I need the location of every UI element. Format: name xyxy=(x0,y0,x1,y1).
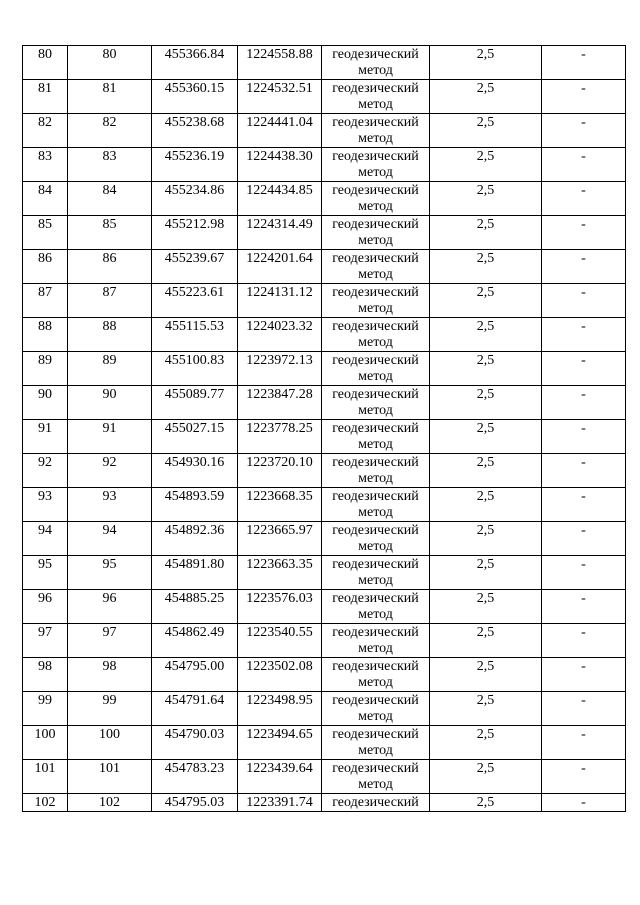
accuracy-cell: 2,5 xyxy=(430,318,542,352)
accuracy-cell: 2,5 xyxy=(430,726,542,760)
point-id-cell: 91 xyxy=(68,420,152,454)
x-coordinate-cell: 455360.15 xyxy=(152,80,238,114)
note-cell: - xyxy=(542,250,626,284)
table-row xyxy=(23,284,626,318)
note-cell: - xyxy=(542,726,626,760)
note-cell: - xyxy=(542,182,626,216)
y-coordinate-cell: 1223540.55 xyxy=(238,624,322,658)
y-coordinate-cell: 1224532.51 xyxy=(238,80,322,114)
method-cell: геодезический метод xyxy=(322,522,430,556)
x-coordinate-cell: 454783.23 xyxy=(152,760,238,794)
x-coordinate-cell: 455100.83 xyxy=(152,352,238,386)
method-cell: геодезический метод xyxy=(322,726,430,760)
method-cell: геодезический метод xyxy=(322,658,430,692)
method-cell: геодезический метод xyxy=(322,556,430,590)
y-coordinate-cell: 1223972.13 xyxy=(238,352,322,386)
method-cell: геодезический метод xyxy=(322,352,430,386)
note-cell: - xyxy=(542,692,626,726)
note-cell: - xyxy=(542,216,626,250)
table-row xyxy=(23,726,626,760)
accuracy-cell: 2,5 xyxy=(430,386,542,420)
table-row xyxy=(23,488,626,522)
point-id-cell: 97 xyxy=(68,624,152,658)
accuracy-cell: 2,5 xyxy=(430,794,542,812)
method-cell: геодезический метод xyxy=(322,386,430,420)
point-id-cell: 96 xyxy=(68,590,152,624)
table-row xyxy=(23,114,626,148)
x-coordinate-cell: 454795.00 xyxy=(152,658,238,692)
accuracy-cell: 2,5 xyxy=(430,250,542,284)
note-cell: - xyxy=(542,760,626,794)
note-cell: - xyxy=(542,318,626,352)
x-coordinate-cell: 454795.03 xyxy=(152,794,238,812)
x-coordinate-cell: 455089.77 xyxy=(152,386,238,420)
method-cell: геодезический метод xyxy=(322,182,430,216)
point-id-cell: 84 xyxy=(68,182,152,216)
note-cell: - xyxy=(542,420,626,454)
method-cell: геодезический метод xyxy=(322,624,430,658)
table-row xyxy=(23,250,626,284)
method-cell: геодезический метод xyxy=(322,216,430,250)
coordinates-table xyxy=(22,45,626,812)
accuracy-cell: 2,5 xyxy=(430,284,542,318)
x-coordinate-cell: 454891.80 xyxy=(152,556,238,590)
point-id-cell: 95 xyxy=(68,556,152,590)
accuracy-cell: 2,5 xyxy=(430,624,542,658)
y-coordinate-cell: 1224438.30 xyxy=(238,148,322,182)
table-row xyxy=(23,590,626,624)
point-id-cell: 92 xyxy=(68,454,152,488)
point-id-cell: 102 xyxy=(68,794,152,812)
y-coordinate-cell: 1223576.03 xyxy=(238,590,322,624)
point-number-cell: 93 xyxy=(23,488,68,522)
point-number-cell: 97 xyxy=(23,624,68,658)
table-row xyxy=(23,760,626,794)
x-coordinate-cell: 454930.16 xyxy=(152,454,238,488)
accuracy-cell: 2,5 xyxy=(430,692,542,726)
point-id-cell: 100 xyxy=(68,726,152,760)
y-coordinate-cell: 1224558.88 xyxy=(238,46,322,80)
accuracy-cell: 2,5 xyxy=(430,522,542,556)
note-cell: - xyxy=(542,590,626,624)
method-cell: геодезический метод xyxy=(322,318,430,352)
note-cell: - xyxy=(542,454,626,488)
note-cell: - xyxy=(542,80,626,114)
x-coordinate-cell: 454893.59 xyxy=(152,488,238,522)
document-page xyxy=(22,45,625,812)
method-cell: геодезический метод xyxy=(322,114,430,148)
accuracy-cell: 2,5 xyxy=(430,148,542,182)
point-id-cell: 86 xyxy=(68,250,152,284)
y-coordinate-cell: 1224434.85 xyxy=(238,182,322,216)
x-coordinate-cell: 454862.49 xyxy=(152,624,238,658)
x-coordinate-cell: 455236.19 xyxy=(152,148,238,182)
table-row xyxy=(23,454,626,488)
note-cell: - xyxy=(542,46,626,80)
point-number-cell: 101 xyxy=(23,760,68,794)
y-coordinate-cell: 1223663.35 xyxy=(238,556,322,590)
x-coordinate-cell: 454790.03 xyxy=(152,726,238,760)
y-coordinate-cell: 1223391.74 xyxy=(238,794,322,812)
point-number-cell: 86 xyxy=(23,250,68,284)
y-coordinate-cell: 1224131.12 xyxy=(238,284,322,318)
method-cell: геодезический метод xyxy=(322,80,430,114)
accuracy-cell: 2,5 xyxy=(430,454,542,488)
point-number-cell: 96 xyxy=(23,590,68,624)
point-id-cell: 88 xyxy=(68,318,152,352)
table-row xyxy=(23,182,626,216)
table-body xyxy=(23,46,626,812)
table-row xyxy=(23,148,626,182)
x-coordinate-cell: 454885.25 xyxy=(152,590,238,624)
point-number-cell: 102 xyxy=(23,794,68,812)
table-row xyxy=(23,46,626,80)
point-number-cell: 84 xyxy=(23,182,68,216)
point-id-cell: 89 xyxy=(68,352,152,386)
note-cell: - xyxy=(542,624,626,658)
point-number-cell: 87 xyxy=(23,284,68,318)
table-row xyxy=(23,658,626,692)
note-cell: - xyxy=(542,114,626,148)
accuracy-cell: 2,5 xyxy=(430,352,542,386)
y-coordinate-cell: 1223498.95 xyxy=(238,692,322,726)
point-number-cell: 99 xyxy=(23,692,68,726)
method-cell: геодезический метод xyxy=(322,692,430,726)
accuracy-cell: 2,5 xyxy=(430,658,542,692)
note-cell: - xyxy=(542,658,626,692)
method-cell: геодезический метод xyxy=(322,590,430,624)
point-number-cell: 90 xyxy=(23,386,68,420)
method-cell: геодезический метод xyxy=(322,250,430,284)
point-id-cell: 90 xyxy=(68,386,152,420)
point-number-cell: 82 xyxy=(23,114,68,148)
note-cell: - xyxy=(542,148,626,182)
table-row xyxy=(23,624,626,658)
y-coordinate-cell: 1224314.49 xyxy=(238,216,322,250)
note-cell: - xyxy=(542,522,626,556)
point-id-cell: 101 xyxy=(68,760,152,794)
method-cell: геодезический метод xyxy=(322,454,430,488)
note-cell: - xyxy=(542,488,626,522)
x-coordinate-cell: 455238.68 xyxy=(152,114,238,148)
accuracy-cell: 2,5 xyxy=(430,420,542,454)
accuracy-cell: 2,5 xyxy=(430,216,542,250)
table-row xyxy=(23,386,626,420)
method-cell: геодезический метод xyxy=(322,760,430,794)
accuracy-cell: 2,5 xyxy=(430,80,542,114)
x-coordinate-cell: 455366.84 xyxy=(152,46,238,80)
x-coordinate-cell: 455115.53 xyxy=(152,318,238,352)
point-id-cell: 98 xyxy=(68,658,152,692)
method-cell: геодезический метод xyxy=(322,420,430,454)
point-id-cell: 94 xyxy=(68,522,152,556)
point-number-cell: 95 xyxy=(23,556,68,590)
point-number-cell: 85 xyxy=(23,216,68,250)
method-cell: геодезический метод xyxy=(322,46,430,80)
y-coordinate-cell: 1223439.64 xyxy=(238,760,322,794)
x-coordinate-cell: 455223.61 xyxy=(152,284,238,318)
note-cell: - xyxy=(542,352,626,386)
point-id-cell: 99 xyxy=(68,692,152,726)
y-coordinate-cell: 1224201.64 xyxy=(238,250,322,284)
table-row xyxy=(23,352,626,386)
y-coordinate-cell: 1223494.65 xyxy=(238,726,322,760)
point-number-cell: 91 xyxy=(23,420,68,454)
point-number-cell: 89 xyxy=(23,352,68,386)
y-coordinate-cell: 1223502.08 xyxy=(238,658,322,692)
y-coordinate-cell: 1223720.10 xyxy=(238,454,322,488)
y-coordinate-cell: 1223665.97 xyxy=(238,522,322,556)
point-number-cell: 100 xyxy=(23,726,68,760)
x-coordinate-cell: 455212.98 xyxy=(152,216,238,250)
table-row xyxy=(23,692,626,726)
y-coordinate-cell: 1224023.32 xyxy=(238,318,322,352)
x-coordinate-cell: 454892.36 xyxy=(152,522,238,556)
note-cell: - xyxy=(542,386,626,420)
point-id-cell: 82 xyxy=(68,114,152,148)
method-cell: геодезический метод xyxy=(322,488,430,522)
note-cell: - xyxy=(542,556,626,590)
accuracy-cell: 2,5 xyxy=(430,114,542,148)
method-cell: геодезический метод xyxy=(322,148,430,182)
note-cell: - xyxy=(542,284,626,318)
table-row xyxy=(23,556,626,590)
accuracy-cell: 2,5 xyxy=(430,488,542,522)
accuracy-cell: 2,5 xyxy=(430,590,542,624)
point-number-cell: 92 xyxy=(23,454,68,488)
point-id-cell: 81 xyxy=(68,80,152,114)
x-coordinate-cell: 455234.86 xyxy=(152,182,238,216)
y-coordinate-cell: 1223668.35 xyxy=(238,488,322,522)
accuracy-cell: 2,5 xyxy=(430,760,542,794)
table-row xyxy=(23,216,626,250)
x-coordinate-cell: 454791.64 xyxy=(152,692,238,726)
accuracy-cell: 2,5 xyxy=(430,46,542,80)
x-coordinate-cell: 455027.15 xyxy=(152,420,238,454)
point-number-cell: 98 xyxy=(23,658,68,692)
point-id-cell: 85 xyxy=(68,216,152,250)
method-cell: геодезический метод xyxy=(322,284,430,318)
note-cell: - xyxy=(542,794,626,812)
table-row xyxy=(23,794,626,812)
point-id-cell: 83 xyxy=(68,148,152,182)
accuracy-cell: 2,5 xyxy=(430,556,542,590)
point-number-cell: 94 xyxy=(23,522,68,556)
point-id-cell: 87 xyxy=(68,284,152,318)
y-coordinate-cell: 1224441.04 xyxy=(238,114,322,148)
accuracy-cell: 2,5 xyxy=(430,182,542,216)
table-row xyxy=(23,318,626,352)
y-coordinate-cell: 1223847.28 xyxy=(238,386,322,420)
point-number-cell: 88 xyxy=(23,318,68,352)
point-id-cell: 80 xyxy=(68,46,152,80)
table-row xyxy=(23,522,626,556)
y-coordinate-cell: 1223778.25 xyxy=(238,420,322,454)
point-number-cell: 81 xyxy=(23,80,68,114)
point-number-cell: 83 xyxy=(23,148,68,182)
point-id-cell: 93 xyxy=(68,488,152,522)
method-cell: геодезический xyxy=(322,794,430,812)
table-row xyxy=(23,420,626,454)
x-coordinate-cell: 455239.67 xyxy=(152,250,238,284)
table-row xyxy=(23,80,626,114)
point-number-cell: 80 xyxy=(23,46,68,80)
